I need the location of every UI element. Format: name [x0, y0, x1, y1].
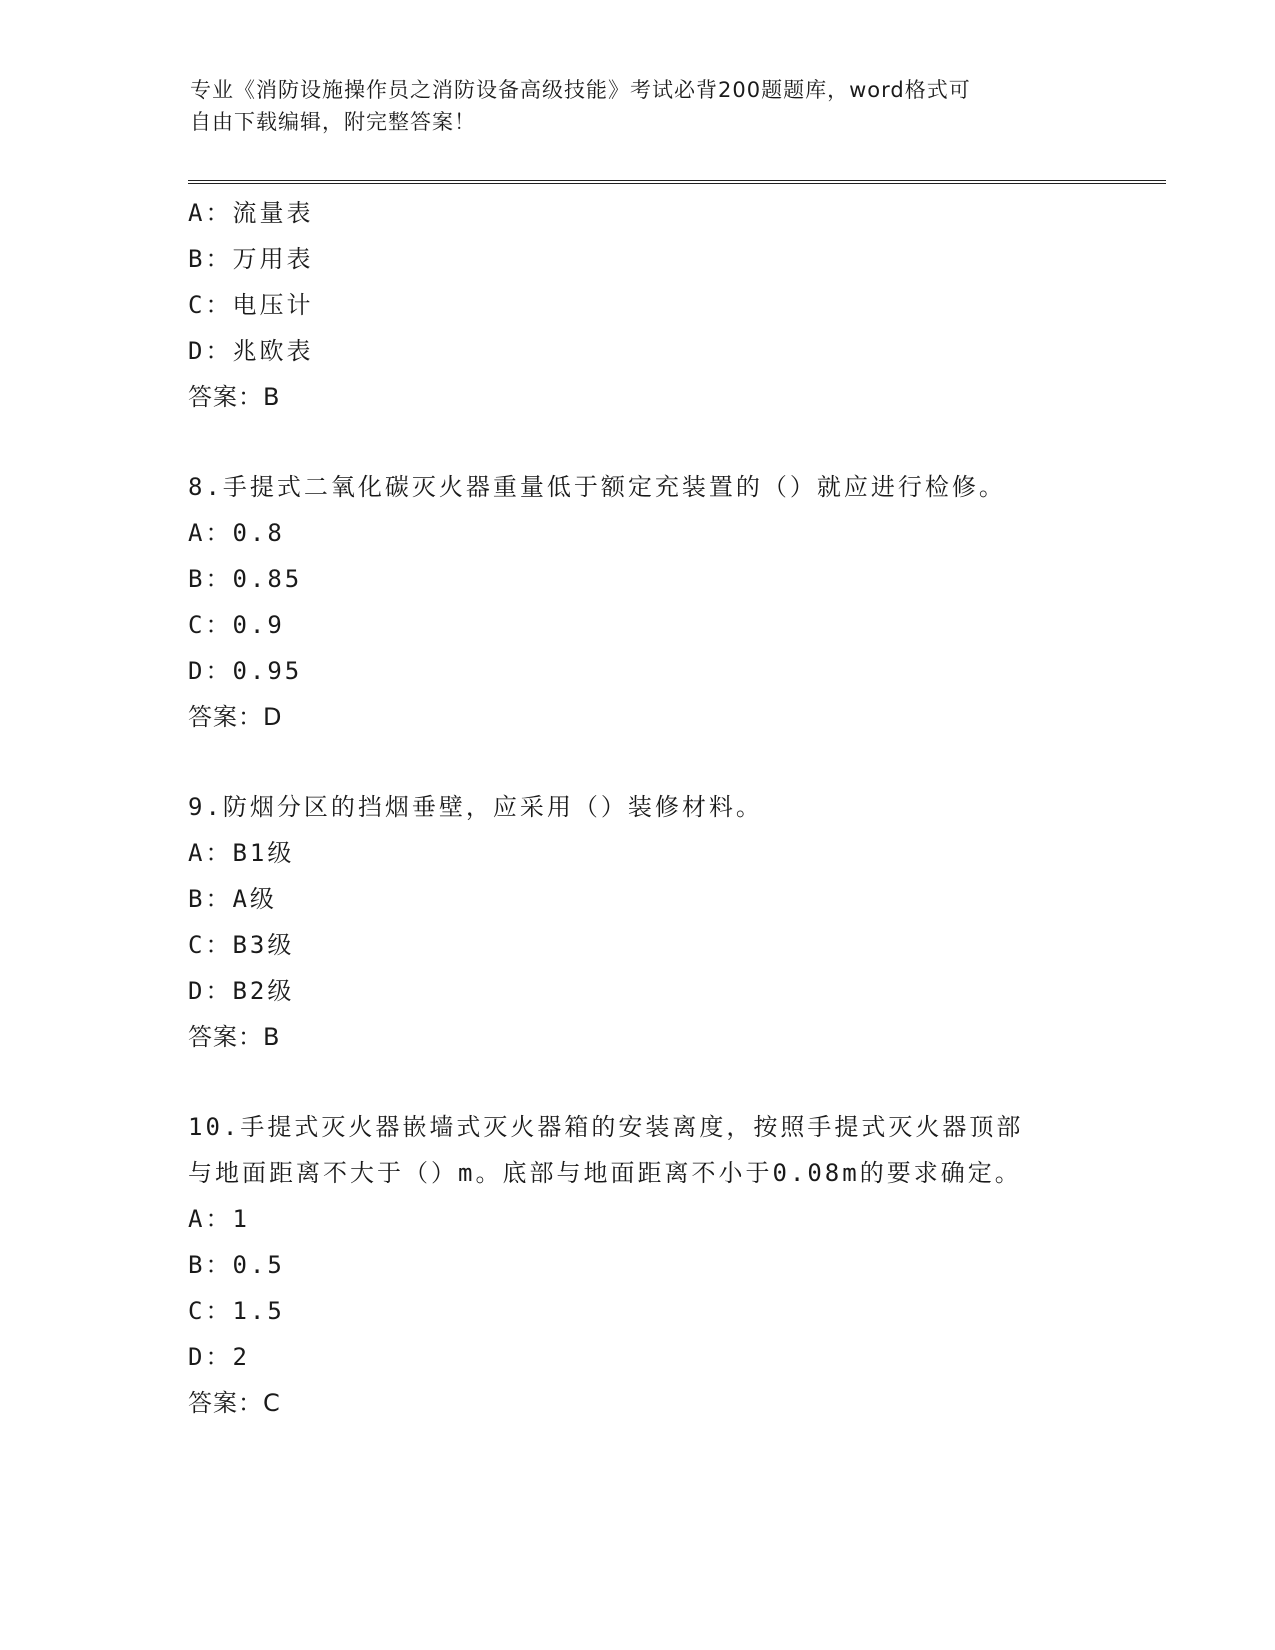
option-a: A：1	[188, 1205, 250, 1233]
spacer	[188, 420, 1148, 464]
answer: 答案：D	[188, 703, 283, 731]
answer: 答案：C	[188, 1389, 281, 1417]
option-d: D：兆欧表	[188, 337, 314, 365]
question-7	[188, 190, 1148, 420]
option-c: C：1.5	[188, 1297, 285, 1325]
question-text-line-1: 10.手提式灭火器嵌墙式灭火器箱的安装离度，按照手提式灭火器顶部	[188, 1113, 1024, 1141]
option-c: C：B3级	[188, 931, 295, 959]
question-text: 9.防烟分区的挡烟垂壁，应采用（）装修材料。	[188, 793, 763, 821]
option-a: A：流量表	[188, 199, 314, 227]
option-c: C：0.9	[188, 611, 285, 639]
option-d: D：B2级	[188, 977, 295, 1005]
option-b: B：万用表	[188, 245, 314, 273]
option-b: B：0.5	[188, 1251, 285, 1279]
answer: 答案：B	[188, 383, 281, 411]
header-divider	[188, 180, 1166, 184]
option-d: D：0.95	[188, 657, 303, 685]
spacer	[188, 1060, 1148, 1104]
question-9	[188, 784, 1148, 1060]
header-line-2: 自由下载编辑，附完整答案！	[190, 110, 476, 134]
option-b: B：A级	[188, 885, 277, 913]
document-header	[190, 74, 1090, 138]
spacer	[188, 740, 1148, 784]
answer: 答案：B	[188, 1023, 281, 1051]
header-line-1: 专业《消防设施操作员之消防设备高级技能》考试必背200题题库，word格式可	[190, 78, 971, 102]
option-a: A：B1级	[188, 839, 295, 867]
question-10	[188, 1104, 1148, 1426]
question-text-line-2: 与地面距离不大于（）m。底部与地面距离不小于0.08m的要求确定。	[188, 1159, 1022, 1187]
option-b: B：0.85	[188, 565, 303, 593]
question-8	[188, 464, 1148, 740]
option-d: D：2	[188, 1343, 250, 1371]
question-list	[188, 190, 1148, 1426]
question-text: 8.手提式二氧化碳灭火器重量低于额定充装置的（）就应进行检修。	[188, 473, 1006, 501]
option-a: A：0.8	[188, 519, 285, 547]
option-c: C：电压计	[188, 291, 314, 319]
